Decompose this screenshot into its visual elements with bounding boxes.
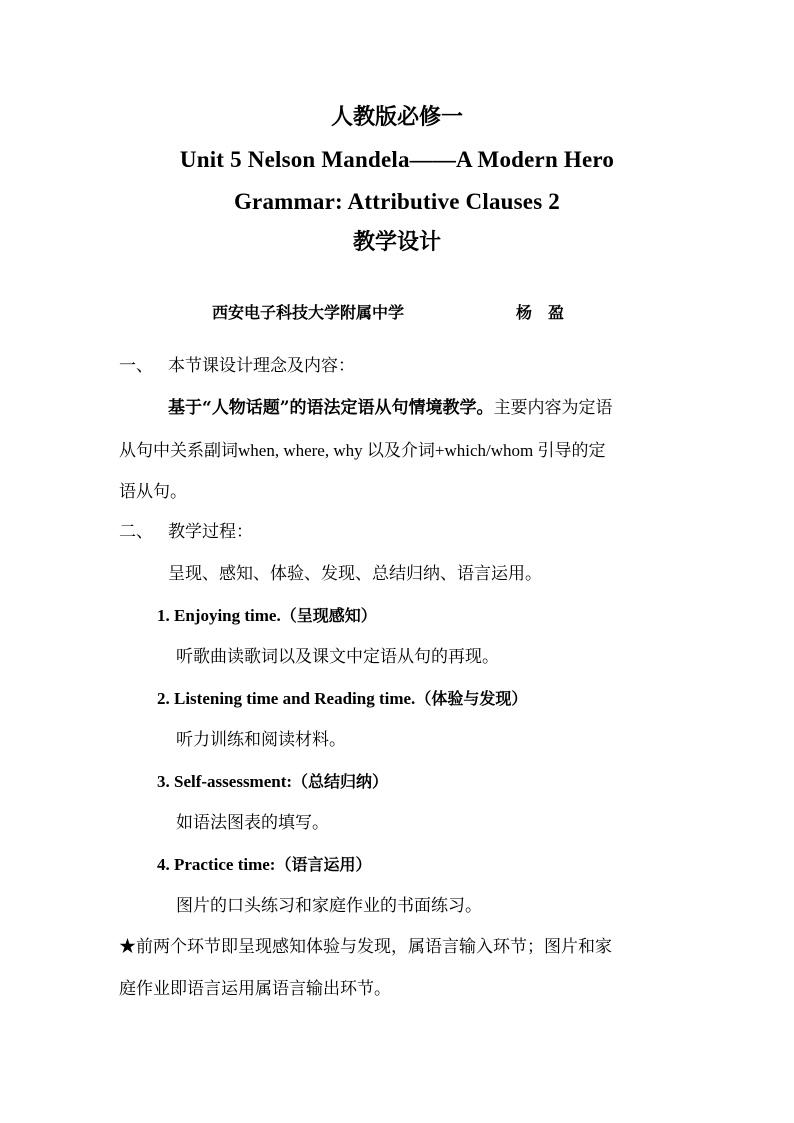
title-unit: Unit 5 Nelson Mandela——A Modern Hero — [179, 147, 615, 172]
step-tag: （体验与发现） — [415, 689, 528, 708]
step-label: 2. Listening time and Reading time. — [157, 689, 416, 708]
step-description: 图片的口头练习和家庭作业的书面练习。 — [176, 896, 482, 916]
title-teaching-design: 教学设计 — [352, 229, 441, 255]
section1-number: 一、 — [119, 356, 153, 376]
step-title — [157, 773, 388, 790]
step-description: 听力训练和阅读材料。 — [176, 730, 346, 750]
section1-heading: 本节课设计理念及内容： — [168, 356, 355, 376]
step-description: 如语法图表的填写。 — [176, 813, 329, 833]
note-line1: ★前两个环节即呈现感知体验与发现，属语言输入环节；图片和家 — [119, 937, 612, 957]
author-school: 西安电子科技大学附属中学 — [212, 303, 405, 322]
step-title — [157, 690, 527, 707]
section1-paragraph-line3: 语从句。 — [119, 482, 187, 502]
step-tag: （语言运用） — [275, 855, 372, 874]
section1-paragraph-line2: 从句中关系副词when, where, why 以及介词+which/whom 引导的定 — [119, 441, 606, 460]
step-label: 4. Practice time: — [157, 855, 276, 874]
section1-bold-intro: 基于“人物话题”的语法定语从句情境教学。 — [168, 398, 494, 418]
step-title — [157, 856, 371, 873]
step-label: 3. Self-assessment: — [157, 772, 293, 791]
step-description: 听歌曲读歌词以及课文中定语从句的再现。 — [176, 647, 499, 667]
title-grammar: Grammar: Attributive Clauses 2 — [233, 189, 561, 214]
section2-summary: 呈现、感知、体验、发现、总结归纳、语言运用。 — [168, 564, 542, 584]
title-chinese-textbook: 人教版必修一 — [330, 104, 463, 130]
section2-heading: 教学过程： — [168, 522, 253, 542]
author-name: 杨 盈 — [516, 303, 565, 322]
step-label: 1. Enjoying time. — [157, 606, 281, 625]
step-title — [157, 607, 377, 624]
section2-number: 二、 — [119, 522, 153, 542]
step-tag: （总结归纳） — [292, 772, 389, 791]
step-tag: （呈现感知） — [280, 606, 377, 625]
note-line2: 庭作业即语言运用属语言输出环节。 — [119, 979, 391, 999]
section1-paragraph-line1 — [168, 400, 613, 417]
section1-para-line1-rest: 主要内容为定语 — [493, 398, 613, 418]
